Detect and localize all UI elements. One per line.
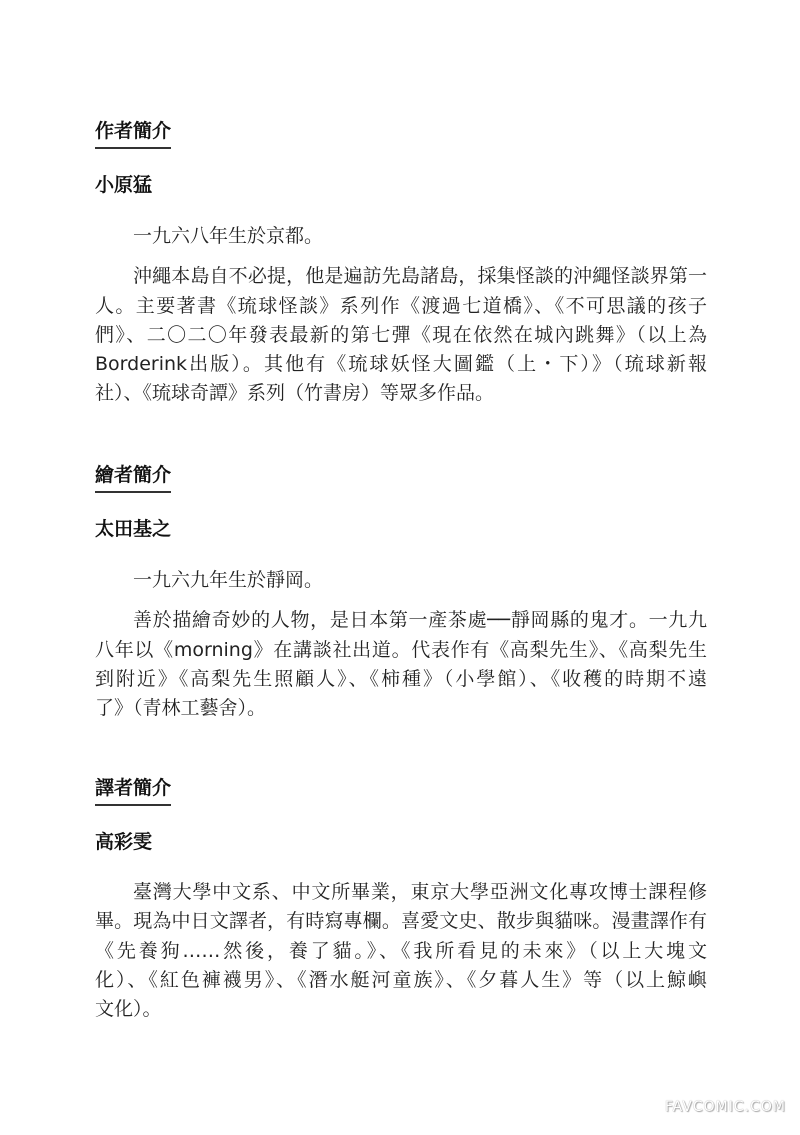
text-line: Borderink出版）。其他有《琉球妖怪大圖鑑（上・下）》（琉球新報 xyxy=(95,353,707,376)
section-heading: 作者簡介 xyxy=(95,118,171,149)
text-line: 文化）。 xyxy=(95,998,162,1021)
bio-paragraph xyxy=(95,878,707,1024)
text-line: 到附近》《高梨先生照顧人》、《柿種》（小學館）、《收穫的時期不遠 xyxy=(95,667,707,690)
text-line: 化）、《紅色褲襪男》、《潛水艇河童族》、《夕暮人生》等（以上鯨嶼 xyxy=(95,968,707,991)
text-line: 八年以《morning》在講談社出道。代表作有《高梨先生》、《高梨先生 xyxy=(95,638,707,661)
birth-paragraph xyxy=(95,566,707,595)
text-line: 社）、《琉球奇譚》系列（竹書房）等眾多作品。 xyxy=(95,382,495,405)
section-heading: 譯者簡介 xyxy=(95,775,171,806)
text-line: 《先養狗……然後，養了貓。》、《我所看見的未來》（以上大塊文 xyxy=(95,939,707,962)
text-line: 善於描繪奇妙的人物，是日本第一產茶處──靜岡縣的鬼才。一九九 xyxy=(133,609,707,632)
section-heading: 繪者簡介 xyxy=(95,462,171,493)
birth-paragraph xyxy=(95,222,707,251)
text-line: 了》（青林工藝舍）。 xyxy=(95,697,267,720)
bio-paragraph xyxy=(95,262,707,408)
text-line: 們》、二〇二〇年發表最新的第七彈《現在依然在城內跳舞》（以上為 xyxy=(95,323,707,346)
translator-section xyxy=(95,775,707,1024)
person-name: 太田基之 xyxy=(95,518,172,540)
text-line: 一九六八年生於京都。 xyxy=(133,225,324,247)
bio-paragraph xyxy=(95,606,707,723)
text-line: 臺灣大學中文系、中文所畢業，東京大學亞洲文化專攻博士課程修 xyxy=(133,881,707,903)
text-line: 畢。現為中日文譯者，有時寫專欄。喜愛文史、散步與貓咪。漫畫譯作有 xyxy=(95,910,707,933)
author-section xyxy=(95,118,707,409)
text-line: 一九六九年生於靜岡。 xyxy=(133,569,324,591)
text-line: 沖繩本島自不必提，他是遍訪先島諸島，採集怪談的沖繩怪談界第一 xyxy=(133,265,707,288)
person-name: 小原猛 xyxy=(95,174,153,196)
text-line: 人。主要著書《琉球怪談》系列作《渡過七道橋》、《不可思議的孩子 xyxy=(95,294,707,317)
person-name: 高彩雯 xyxy=(95,831,153,853)
watermark: FAVCOMIC.COM xyxy=(664,1099,786,1115)
illustrator-section xyxy=(95,462,707,723)
